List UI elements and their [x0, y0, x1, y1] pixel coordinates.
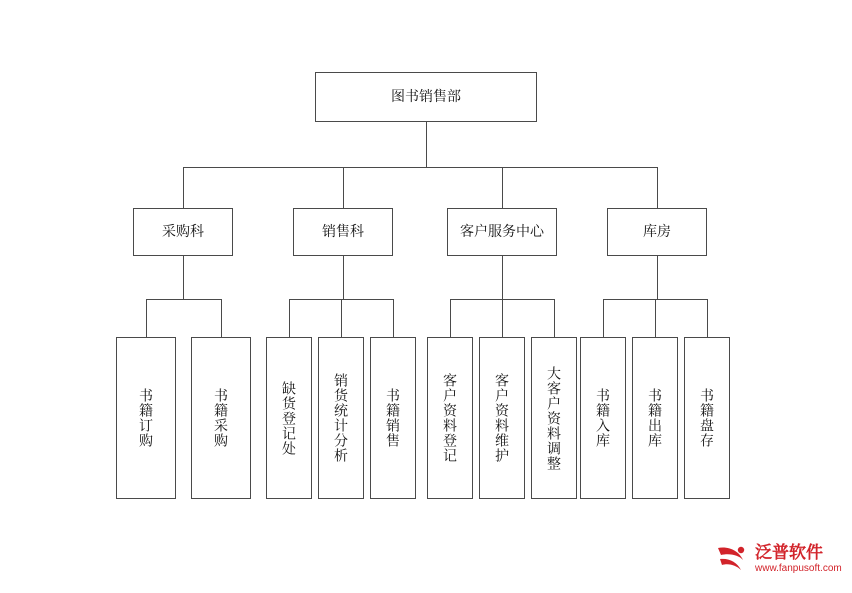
node-leaf-book-sales [370, 337, 416, 499]
connector-sales-drop-1 [289, 299, 290, 337]
connector-purchasing-drop-2 [221, 299, 222, 337]
node-leaf-sales-statistics-label: 销货统计分析 [333, 373, 350, 463]
node-leaf-book-order-label: 书籍订购 [138, 388, 155, 448]
node-department-warehouse-label: 库房 [643, 223, 671, 240]
connector-dept-drop-3 [502, 167, 503, 208]
node-leaf-key-account-adjustment [531, 337, 577, 499]
node-leaf-book-inbound-label: 书籍入库 [595, 388, 612, 448]
node-leaf-book-purchase [191, 337, 251, 499]
node-leaf-customer-maintenance-label: 客户资料维护 [494, 373, 511, 463]
node-leaf-customer-registration-label: 客户资料登记 [442, 373, 459, 463]
connector-purchasing-drop-1 [146, 299, 147, 337]
node-leaf-stockout-registration [266, 337, 312, 499]
node-department-sales [293, 208, 393, 256]
node-root-label: 图书销售部 [391, 88, 461, 105]
node-department-customer-service [447, 208, 557, 256]
node-leaf-key-account-adjustment-label: 大客户资料调整 [546, 365, 563, 471]
connector-root-bus [183, 167, 657, 168]
connector-warehouse-drop-2 [655, 299, 656, 337]
node-leaf-book-inbound [580, 337, 626, 499]
node-leaf-book-order [116, 337, 176, 499]
connector-customer-service-drop-3 [554, 299, 555, 337]
connector-customer-service-drop-2 [502, 299, 503, 337]
connector-warehouse-drop-3 [707, 299, 708, 337]
node-root [315, 72, 537, 122]
brand-name: 泛普软件 [755, 543, 823, 563]
connector-purchasing-bus [146, 299, 221, 300]
node-leaf-book-sales-label: 书籍销售 [385, 388, 402, 448]
connector-dept-drop-4 [657, 167, 658, 208]
connector-purchasing-stem [183, 256, 184, 299]
node-leaf-book-outbound-label: 书籍出库 [647, 388, 664, 448]
node-leaf-book-purchase-label: 书籍采购 [213, 388, 230, 448]
node-department-purchasing-label: 采购科 [162, 223, 204, 240]
brand-logo [715, 536, 840, 582]
node-leaf-sales-statistics [318, 337, 364, 499]
node-department-warehouse [607, 208, 707, 256]
connector-customer-service-drop-1 [450, 299, 451, 337]
node-leaf-customer-maintenance [479, 337, 525, 499]
connector-sales-drop-2 [341, 299, 342, 337]
node-leaf-customer-registration [427, 337, 473, 499]
connector-sales-drop-3 [393, 299, 394, 337]
node-department-customer-service-label: 客户服务中心 [460, 223, 544, 240]
node-leaf-stockout-registration-label: 缺货登记处 [281, 380, 298, 456]
connector-root-stem [426, 122, 427, 167]
connector-dept-drop-1 [183, 167, 184, 208]
node-leaf-book-inventory-label: 书籍盘存 [699, 388, 716, 448]
connector-dept-drop-2 [343, 167, 344, 208]
fanpu-logo-icon [715, 542, 749, 576]
connector-warehouse-drop-1 [603, 299, 604, 337]
connector-customer-service-stem [502, 256, 503, 299]
connector-sales-stem [343, 256, 344, 299]
node-department-sales-label: 销售科 [322, 223, 364, 240]
connector-warehouse-stem [657, 256, 658, 299]
node-leaf-book-inventory [684, 337, 730, 499]
node-leaf-book-outbound [632, 337, 678, 499]
brand-url: www.fanpusoft.com [755, 562, 842, 574]
node-department-purchasing [133, 208, 233, 256]
